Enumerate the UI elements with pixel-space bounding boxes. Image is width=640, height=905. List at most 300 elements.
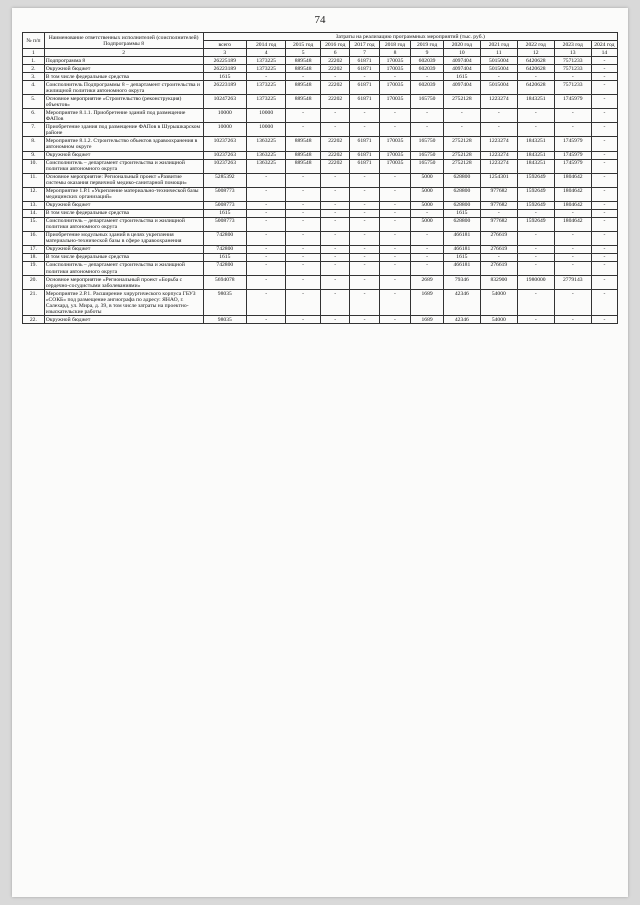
cost-cell: 889548 [286, 95, 321, 109]
cost-cell: 1615 [443, 209, 480, 217]
cost-cell: 889548 [286, 65, 321, 73]
table-row [23, 123, 618, 137]
cost-cell: - [480, 209, 517, 217]
header-year: 2015 год [286, 41, 321, 49]
cost-cell: - [591, 81, 617, 95]
row-name: В том числе федеральные средства [44, 209, 203, 217]
table-row [23, 159, 618, 173]
cost-cell: 5008773 [203, 217, 247, 231]
header-year: 2017 год [350, 41, 379, 49]
header-year: 2019 год [411, 41, 444, 49]
cost-cell: 1373225 [247, 81, 286, 95]
row-name: Окружной бюджет [44, 201, 203, 209]
cost-cell: 2752128 [443, 95, 480, 109]
cost-cell: 5000 [411, 217, 444, 231]
cost-cell: 466181 [443, 231, 480, 245]
cost-cell: - [350, 253, 379, 261]
cost-cell: - [554, 290, 591, 316]
table-container [22, 32, 618, 324]
cost-cell: - [321, 290, 350, 316]
cost-cell: 10000 [247, 123, 286, 137]
cost-cell: - [350, 316, 379, 324]
cost-cell: - [321, 261, 350, 275]
cost-cell: 165750 [411, 159, 444, 173]
cost-cell: - [411, 109, 444, 123]
row-name: Основное мероприятие: Региональный проект «Развитие системы оказания первичной медико-санитарной помощи» [44, 173, 203, 187]
table-row [23, 187, 618, 201]
row-name: В том числе федеральные средства [44, 73, 203, 81]
cost-cell: 6420628 [517, 81, 554, 95]
cost-cell: 1223274 [480, 95, 517, 109]
cost-cell: - [321, 209, 350, 217]
cost-cell: 977682 [480, 201, 517, 209]
row-number: 3. [23, 73, 45, 81]
cost-cell: - [350, 217, 379, 231]
row-name: Подпрограмма 8 [44, 57, 203, 65]
cost-cell: 889548 [286, 151, 321, 159]
cost-cell: - [411, 245, 444, 253]
header-row-top [23, 33, 618, 41]
cost-cell: - [247, 231, 286, 245]
cost-cell: 1689 [411, 290, 444, 316]
cost-cell: - [517, 73, 554, 81]
cost-cell: - [379, 73, 411, 81]
cost-cell: - [286, 261, 321, 275]
cost-cell: 22202 [321, 81, 350, 95]
cost-cell: 165750 [411, 151, 444, 159]
cost-cell: - [350, 109, 379, 123]
cost-cell: 1804642 [554, 173, 591, 187]
cost-cell: 5000 [411, 187, 444, 201]
cost-cell: - [247, 276, 286, 290]
table-row [23, 137, 618, 151]
cost-cell: - [517, 316, 554, 324]
cost-cell: - [591, 261, 617, 275]
cost-cell: - [321, 217, 350, 231]
header-year: 2021 год [480, 41, 517, 49]
cost-cell: 26223189 [203, 65, 247, 73]
cost-cell: 1363225 [247, 137, 286, 151]
cost-cell: 1223274 [480, 151, 517, 159]
cost-cell: 1592649 [517, 201, 554, 209]
cost-cell: 5015004 [480, 65, 517, 73]
row-number: 15. [23, 217, 45, 231]
row-name: Соисполнитель – департамент строительства и жилищной политики автономного округа [44, 159, 203, 173]
row-name: Приобретение здания под размещение ФАПов в Шурышкарском районе [44, 123, 203, 137]
cost-cell: 5008773 [203, 201, 247, 209]
row-name: Соисполнитель – департамент строительства и жилищной политики автономного округа [44, 217, 203, 231]
cost-cell: 1592649 [517, 187, 554, 201]
row-name: Окружной бюджет [44, 151, 203, 159]
cost-cell: 1254301 [480, 173, 517, 187]
cost-cell: - [379, 201, 411, 209]
cost-cell: 1373225 [247, 57, 286, 65]
table-row [23, 261, 618, 275]
row-number: 21. [23, 290, 45, 316]
column-number-row [23, 49, 618, 57]
cost-cell: - [247, 245, 286, 253]
table-row [23, 201, 618, 209]
row-name: Основное мероприятие «Строительство (реконструкция) объектов» [44, 95, 203, 109]
cost-cell: 742800 [203, 231, 247, 245]
cost-cell: 7571233 [554, 65, 591, 73]
header-costs: Затраты на реализацию программных мероприятий (тыс. руб.) [203, 33, 617, 41]
cost-cell: 22202 [321, 151, 350, 159]
cost-cell: - [517, 290, 554, 316]
cost-cell: - [247, 173, 286, 187]
cost-cell: 1745979 [554, 159, 591, 173]
cost-cell: - [379, 231, 411, 245]
cost-cell: - [379, 173, 411, 187]
cost-cell: - [286, 316, 321, 324]
column-number: 13 [554, 49, 591, 57]
cost-cell: 1592649 [517, 217, 554, 231]
cost-cell: 5694078 [203, 276, 247, 290]
row-number: 1. [23, 57, 45, 65]
cost-cell: - [321, 73, 350, 81]
cost-cell: - [286, 187, 321, 201]
cost-cell: 466181 [443, 261, 480, 275]
table-row [23, 109, 618, 123]
cost-cell: - [321, 201, 350, 209]
cost-cell: 10000 [203, 109, 247, 123]
cost-cell: - [379, 253, 411, 261]
cost-cell: 26225189 [203, 57, 247, 65]
row-name: Окружной бюджет [44, 245, 203, 253]
cost-cell: 165750 [411, 95, 444, 109]
cost-cell: 977682 [480, 217, 517, 231]
cost-cell: 170035 [379, 57, 411, 65]
cost-cell: - [247, 187, 286, 201]
cost-cell: - [379, 316, 411, 324]
cost-cell: - [443, 123, 480, 137]
column-number: 10 [443, 49, 480, 57]
row-name: Соисполнитель – департамент строительства и жилищной политики автономного округа [44, 261, 203, 275]
cost-cell: 1745979 [554, 151, 591, 159]
cost-cell: 1223274 [480, 159, 517, 173]
cost-cell: 5285392 [203, 173, 247, 187]
table-row [23, 73, 618, 81]
row-number: 12. [23, 187, 45, 201]
cost-cell: 61871 [350, 57, 379, 65]
cost-cell: 10237263 [203, 159, 247, 173]
cost-cell: 79346 [443, 276, 480, 290]
page-number: 74 [314, 14, 326, 26]
cost-cell: 54000 [480, 290, 517, 316]
cost-cell: 1373225 [247, 95, 286, 109]
cost-cell: 170035 [379, 159, 411, 173]
cost-cell: - [321, 316, 350, 324]
table-row [23, 173, 618, 187]
cost-cell: 1745979 [554, 95, 591, 109]
cost-cell: - [554, 231, 591, 245]
cost-cell: 42346 [443, 290, 480, 316]
header-year: 2023 год [554, 41, 591, 49]
cost-cell: - [286, 201, 321, 209]
row-number: 5. [23, 95, 45, 109]
cost-cell: - [591, 173, 617, 187]
cost-cell: - [321, 109, 350, 123]
cost-cell: 61871 [350, 95, 379, 109]
cost-cell: - [350, 123, 379, 137]
cost-cell: 54000 [480, 316, 517, 324]
row-number: 4. [23, 81, 45, 95]
cost-cell: 10247263 [203, 95, 247, 109]
cost-cell: - [286, 123, 321, 137]
row-name: Приобретение модульных зданий в целях укрепления материально-технической базы в сфере здравоохранения [44, 231, 203, 245]
cost-cell: - [247, 290, 286, 316]
cost-cell: 2752128 [443, 151, 480, 159]
cost-cell: 98035 [203, 316, 247, 324]
table-row [23, 81, 618, 95]
header-name: Наименование ответственных исполнителей (соисполнителей) Подпрограммы 8 [44, 33, 203, 49]
cost-cell: - [554, 73, 591, 81]
cost-cell: - [286, 217, 321, 231]
cost-cell: - [591, 187, 617, 201]
cost-cell: 2689 [411, 276, 444, 290]
column-number: 2 [44, 49, 203, 57]
cost-cell: - [247, 316, 286, 324]
cost-cell: 832900 [480, 276, 517, 290]
row-number: 10. [23, 159, 45, 173]
cost-cell: - [321, 173, 350, 187]
cost-cell: 1615 [443, 253, 480, 261]
cost-cell: - [321, 245, 350, 253]
cost-cell: - [411, 209, 444, 217]
row-number: 11. [23, 173, 45, 187]
cost-cell: - [411, 73, 444, 81]
cost-cell: - [480, 253, 517, 261]
cost-cell: 1843251 [517, 95, 554, 109]
cost-cell: - [286, 253, 321, 261]
cost-cell: - [591, 95, 617, 109]
cost-cell: - [350, 201, 379, 209]
cost-cell: 276619 [480, 245, 517, 253]
cost-cell: - [591, 231, 617, 245]
cost-cell: - [591, 73, 617, 81]
cost-cell: - [411, 123, 444, 137]
cost-cell: 165750 [411, 137, 444, 151]
cost-cell: 61871 [350, 151, 379, 159]
cost-cell: 2779143 [554, 276, 591, 290]
cost-cell: - [591, 57, 617, 65]
cost-cell: 22202 [321, 57, 350, 65]
cost-cell: 1745979 [554, 137, 591, 151]
column-number: 3 [203, 49, 247, 57]
cost-cell: 22202 [321, 65, 350, 73]
cost-cell: 276619 [480, 231, 517, 245]
cost-cell: 7571233 [554, 81, 591, 95]
cost-cell: 170035 [379, 65, 411, 73]
cost-cell: - [286, 245, 321, 253]
cost-cell: - [517, 231, 554, 245]
cost-cell: - [554, 253, 591, 261]
cost-cell: - [350, 231, 379, 245]
table-row [23, 217, 618, 231]
cost-cell: 1363225 [247, 159, 286, 173]
cost-cell: - [379, 261, 411, 275]
row-number: 18. [23, 253, 45, 261]
cost-cell: 170035 [379, 137, 411, 151]
header-year: 2022 год [517, 41, 554, 49]
cost-cell: - [591, 65, 617, 73]
cost-cell: 42346 [443, 316, 480, 324]
cost-cell: 889548 [286, 159, 321, 173]
cost-cell: 602039 [411, 81, 444, 95]
cost-cell: 6420628 [517, 65, 554, 73]
cost-cell: - [554, 109, 591, 123]
cost-cell: 1804642 [554, 201, 591, 209]
cost-cell: - [321, 276, 350, 290]
cost-cell: 602039 [411, 65, 444, 73]
cost-cell: - [480, 109, 517, 123]
cost-cell: - [286, 109, 321, 123]
cost-cell: - [286, 73, 321, 81]
cost-cell: 1804642 [554, 217, 591, 231]
cost-cell: 5000 [411, 173, 444, 187]
row-number: 7. [23, 123, 45, 137]
cost-cell: 5008773 [203, 187, 247, 201]
cost-cell: - [554, 316, 591, 324]
cost-cell: 4097404 [443, 65, 480, 73]
cost-cell: - [517, 261, 554, 275]
cost-cell: - [591, 316, 617, 324]
header-year: 2018 год [379, 41, 411, 49]
row-number: 6. [23, 109, 45, 123]
cost-cell: - [379, 217, 411, 231]
cost-cell: - [591, 151, 617, 159]
cost-cell: 1980000 [517, 276, 554, 290]
cost-cell: - [591, 201, 617, 209]
cost-cell: - [591, 137, 617, 151]
cost-cell: 1615 [203, 253, 247, 261]
cost-cell: - [247, 209, 286, 217]
cost-cell: - [247, 201, 286, 209]
cost-cell: 5015004 [480, 81, 517, 95]
table-row [23, 245, 618, 253]
cost-cell: - [411, 261, 444, 275]
cost-cell: - [517, 253, 554, 261]
cost-cell: 4097404 [443, 57, 480, 65]
cost-cell: 26223189 [203, 81, 247, 95]
cost-cell: - [286, 290, 321, 316]
header-year: 2024 год [591, 41, 617, 49]
cost-cell: - [247, 217, 286, 231]
cost-cell: 5000 [411, 201, 444, 209]
document-page [12, 8, 628, 897]
row-number: 9. [23, 151, 45, 159]
cost-cell: - [591, 290, 617, 316]
cost-cell: - [321, 231, 350, 245]
header-number: № п/п [23, 33, 45, 49]
row-number: 8. [23, 137, 45, 151]
cost-cell: 628800 [443, 173, 480, 187]
column-number: 9 [411, 49, 444, 57]
cost-cell: - [554, 123, 591, 137]
row-name: Мероприятие 8.1.2. Строительство объектов здравоохранения в автономном округе [44, 137, 203, 151]
cost-cell: - [379, 290, 411, 316]
row-name: В том числе федеральные средства [44, 253, 203, 261]
cost-cell: - [517, 123, 554, 137]
cost-cell: - [554, 209, 591, 217]
cost-cell: 5015004 [480, 57, 517, 65]
cost-cell: 2752128 [443, 137, 480, 151]
cost-cell: 628800 [443, 187, 480, 201]
column-number: 11 [480, 49, 517, 57]
cost-cell: 22202 [321, 95, 350, 109]
header-year: 2020 год [443, 41, 480, 49]
header-year: 2014 год [247, 41, 286, 49]
cost-cell: - [411, 231, 444, 245]
header-year: 2016 год [321, 41, 350, 49]
column-number: 1 [23, 49, 45, 57]
row-name: Основное мероприятие «Региональный проект «Борьба с сердечно-сосудистыми заболеваниями» [44, 276, 203, 290]
cost-cell: 6420628 [517, 57, 554, 65]
header-total: всего [203, 41, 247, 49]
table-row [23, 95, 618, 109]
cost-cell: 466181 [443, 245, 480, 253]
cost-cell: - [591, 159, 617, 173]
cost-cell: - [480, 123, 517, 137]
cost-cell: - [411, 253, 444, 261]
column-number: 7 [350, 49, 379, 57]
cost-cell: 889548 [286, 81, 321, 95]
cost-cell: 977682 [480, 187, 517, 201]
cost-cell: - [443, 109, 480, 123]
cost-cell: 2752128 [443, 159, 480, 173]
table-row [23, 57, 618, 65]
cost-cell: 889548 [286, 57, 321, 65]
cost-cell: - [379, 245, 411, 253]
table-body [23, 49, 618, 324]
row-name: Окружной бюджет [44, 65, 203, 73]
column-number: 14 [591, 49, 617, 57]
cost-cell: - [480, 73, 517, 81]
cost-cell: 1373225 [247, 65, 286, 73]
table-row [23, 151, 618, 159]
cost-cell: - [554, 245, 591, 253]
row-number: 13. [23, 201, 45, 209]
cost-cell: 742800 [203, 261, 247, 275]
row-number: 16. [23, 231, 45, 245]
cost-cell: 170035 [379, 151, 411, 159]
cost-cell: 1843251 [517, 137, 554, 151]
cost-cell: - [591, 109, 617, 123]
row-name: Мероприятие 1.Р.1 «Укрепление материально-технической базы медицинских организаций» [44, 187, 203, 201]
table-row [23, 65, 618, 73]
row-number: 22. [23, 316, 45, 324]
cost-cell: - [321, 253, 350, 261]
cost-cell: - [350, 73, 379, 81]
cost-cell: 1615 [203, 73, 247, 81]
cost-cell: 1804642 [554, 187, 591, 201]
cost-cell: - [591, 253, 617, 261]
cost-cell: - [286, 173, 321, 187]
cost-cell: - [350, 245, 379, 253]
cost-cell: 61871 [350, 137, 379, 151]
cost-cell: - [379, 276, 411, 290]
cost-cell: - [554, 261, 591, 275]
cost-cell: - [379, 109, 411, 123]
cost-cell: - [591, 276, 617, 290]
cost-cell: 1363225 [247, 151, 286, 159]
table-row [23, 316, 618, 324]
cost-cell: 170035 [379, 81, 411, 95]
cost-cell: 628800 [443, 201, 480, 209]
cost-cell: - [379, 187, 411, 201]
cost-cell: 602039 [411, 57, 444, 65]
cost-cell: 170035 [379, 95, 411, 109]
